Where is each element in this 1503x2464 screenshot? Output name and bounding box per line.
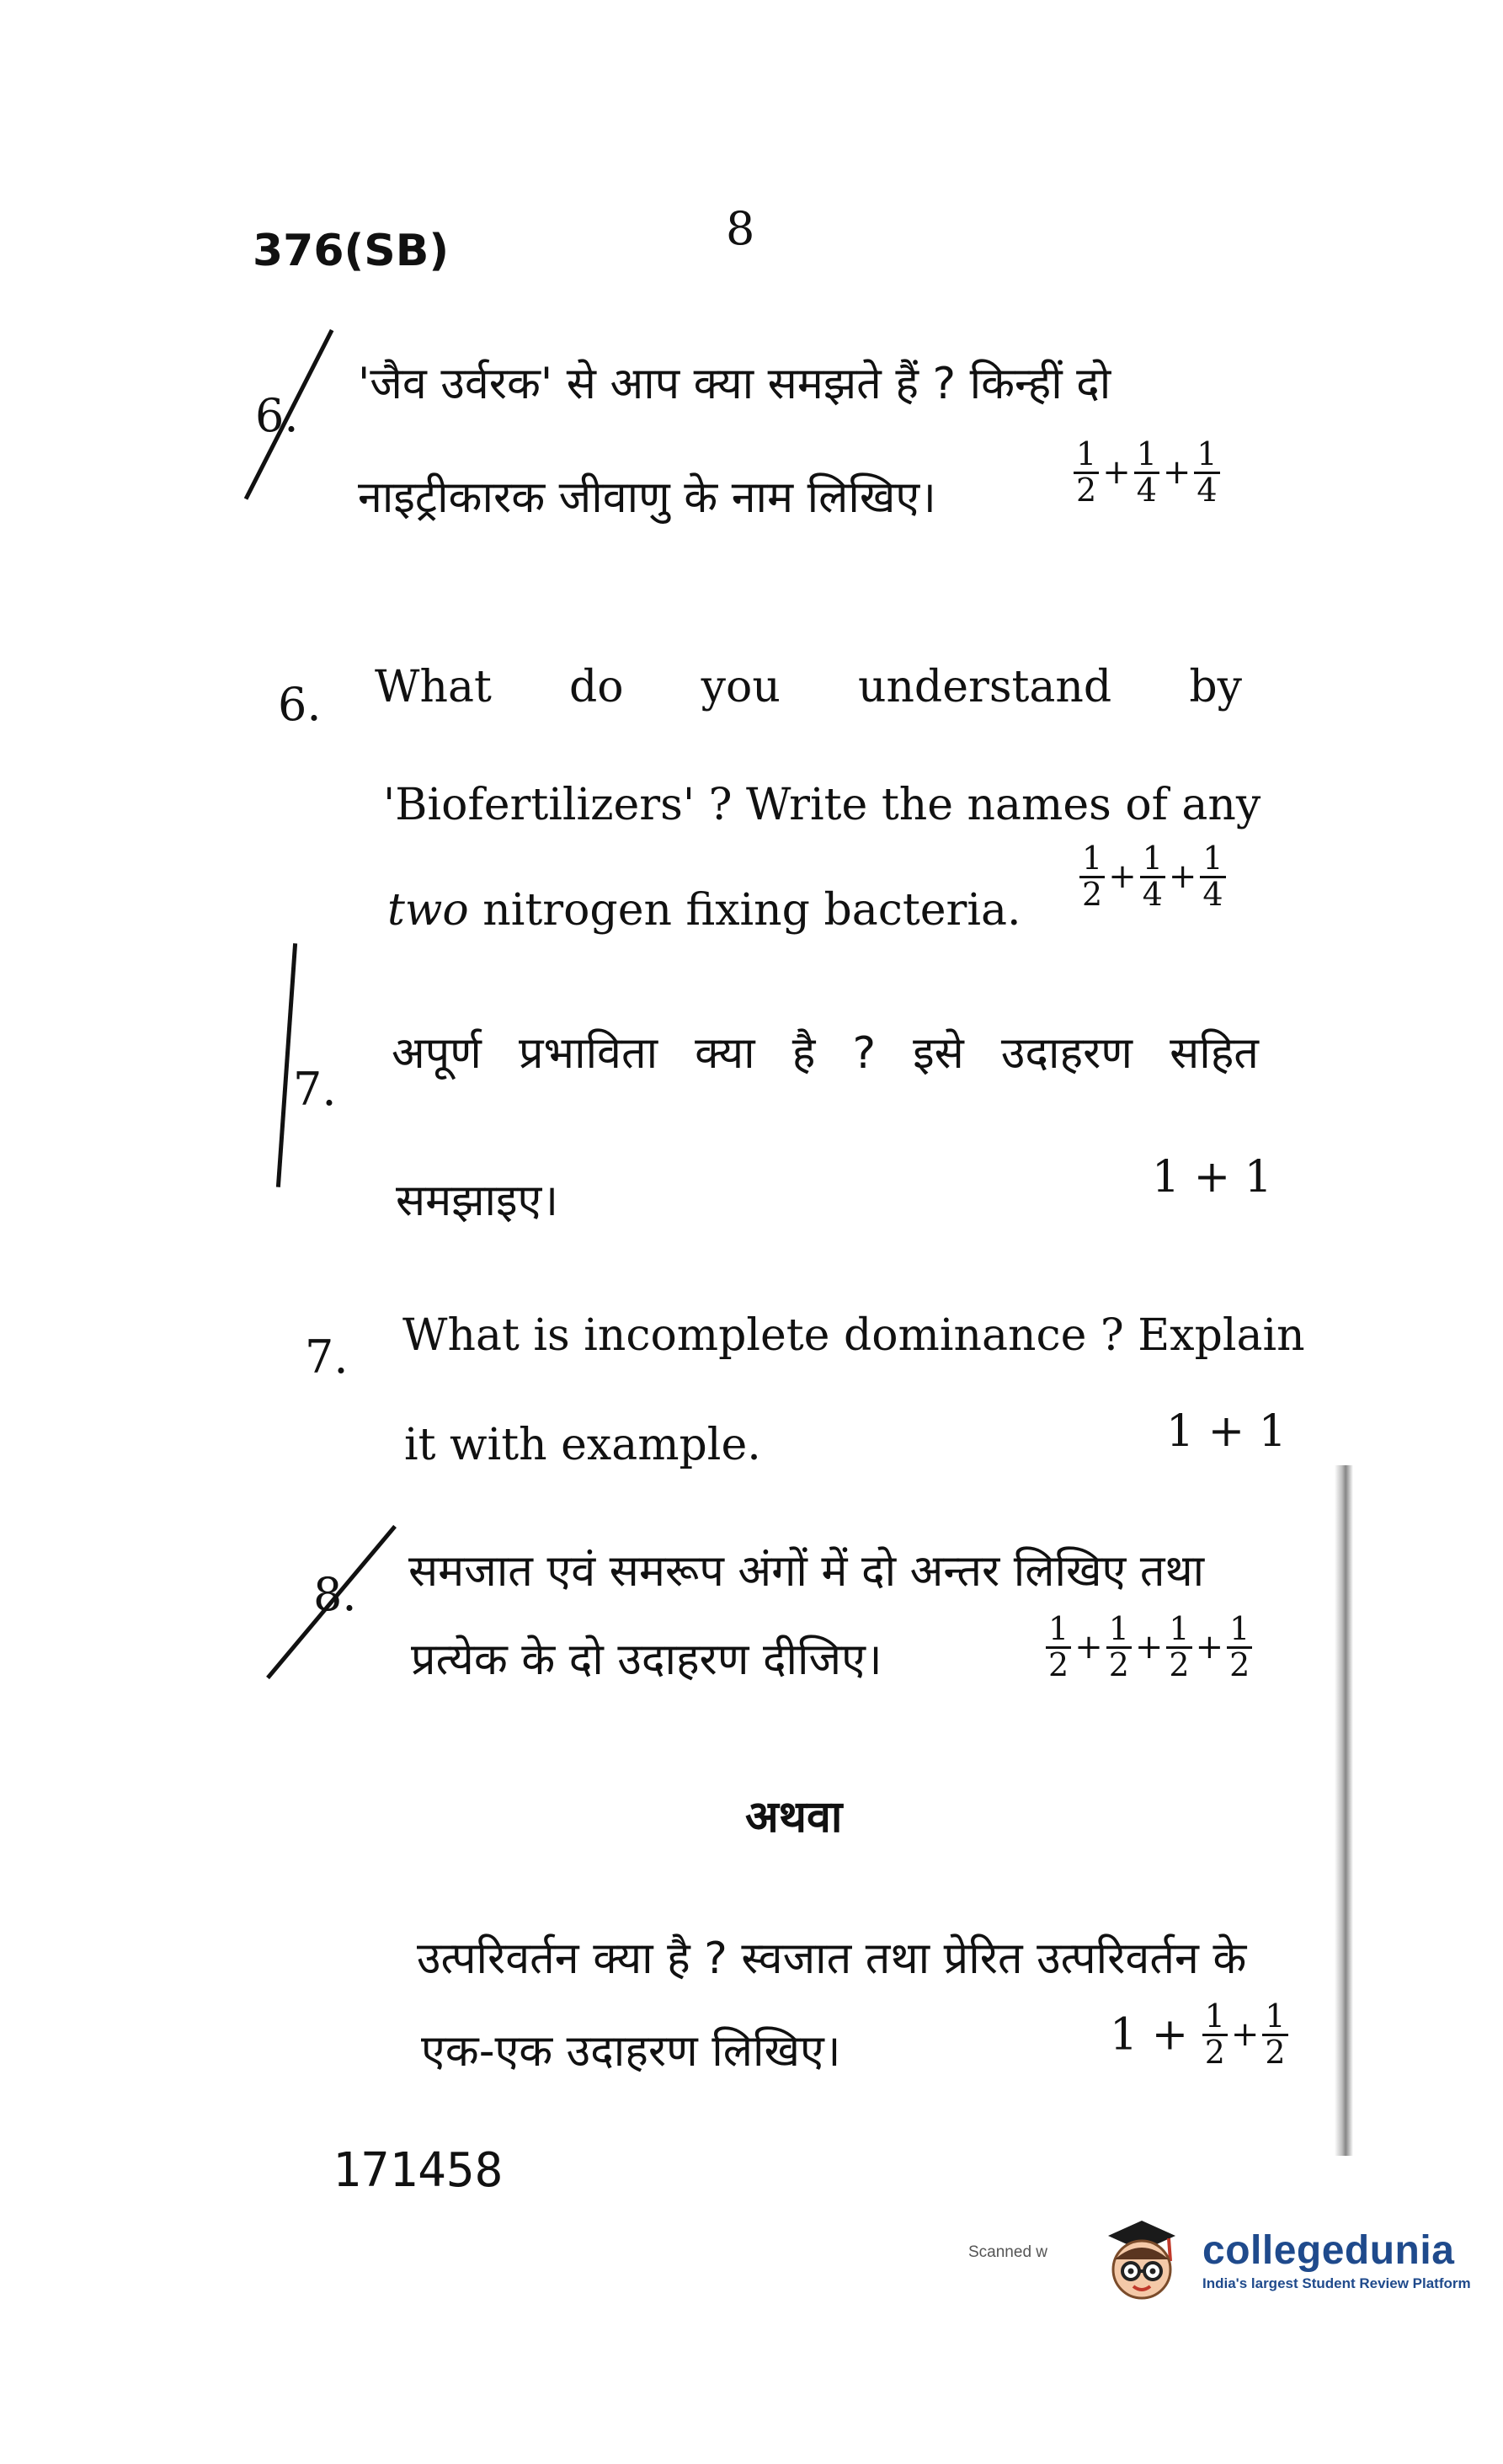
word: है xyxy=(791,1028,816,1079)
mascot-icon xyxy=(1093,2211,1191,2308)
scan-edge-shadow xyxy=(1335,1465,1353,2156)
question-text: एक-एक उदाहरण लिखिए। xyxy=(421,2026,841,2077)
question-number: 7. xyxy=(293,1063,337,1116)
question-text: 'Biofertilizers' ? Write the names of any xyxy=(383,780,1261,830)
fraction: $\frac{1}{4}$ xyxy=(1194,438,1219,508)
logo-wordmark: collegedunia xyxy=(1202,2227,1455,2273)
fraction: $\frac{1}{2}$ xyxy=(1079,842,1105,912)
word: क्या xyxy=(695,1028,755,1079)
word: What xyxy=(375,662,492,712)
marks: 1 + 1 xyxy=(1152,1152,1272,1203)
scanned-watermark: Scanned w xyxy=(968,2243,1048,2261)
fraction: $\frac{1}{2}$ xyxy=(1262,2000,1287,2070)
fraction: $\frac{1}{2}$ xyxy=(1046,1613,1071,1683)
logo-tagline: India's largest Student Review Platform xyxy=(1202,2275,1471,2291)
question-number: 6. xyxy=(278,678,322,731)
word: by xyxy=(1189,662,1242,712)
marks: 1 + 1 xyxy=(1166,1406,1287,1457)
word: उदाहरण xyxy=(1000,1028,1133,1079)
question-text: 'जैव उर्वरक' से आप क्या समझते हैं ? किन्हीं दो xyxy=(358,359,1111,409)
word: do xyxy=(568,662,624,712)
word: ? xyxy=(852,1028,877,1079)
question-number: 8. xyxy=(313,1568,357,1621)
question-text: What is incomplete dominance ? Explain xyxy=(402,1310,1305,1361)
question-text: नाइट्रीकारक जीवाणु के नाम लिखिए। xyxy=(358,472,936,523)
marks: $\frac{1}{2}$ + $\frac{1}{4}$ + $\frac{1}{4}$ xyxy=(1079,842,1226,912)
question-text: समजात एवं समरूप अंगों में दो अन्तर लिखिए तथा xyxy=(408,1546,1205,1597)
question-number: 7. xyxy=(305,1331,349,1384)
fraction: $\frac{1}{2}$ xyxy=(1106,1613,1132,1683)
word: प्रभाविता xyxy=(518,1028,658,1079)
fraction: $\frac{1}{4}$ xyxy=(1134,438,1159,508)
collegedunia-logo xyxy=(1093,2205,1480,2314)
text: nitrogen fixing bacteria. xyxy=(468,885,1021,936)
page-number: 8 xyxy=(726,202,755,255)
paper-code: 376(SB) xyxy=(253,226,450,276)
fraction: $\frac{1}{4}$ xyxy=(1140,842,1165,912)
question-text: it with example. xyxy=(404,1420,761,1470)
or-heading: अथवा xyxy=(745,1792,843,1843)
fraction: $\frac{1}{2}$ xyxy=(1166,1613,1191,1683)
marks-lead: 1 + xyxy=(1110,2009,1189,2061)
fraction: $\frac{1}{2}$ xyxy=(1074,438,1099,508)
marks: $\frac{1}{2}$ + $\frac{1}{4}$ + $\frac{1}{4}$ xyxy=(1074,438,1220,508)
question-number: 6. xyxy=(255,389,299,442)
marks: 1 + $\frac{1}{2}$ + $\frac{1}{2}$ xyxy=(1110,2000,1288,2070)
question-text xyxy=(387,885,1021,936)
question-text xyxy=(375,662,1242,712)
emphasis: two xyxy=(387,885,469,936)
fraction: $\frac{1}{2}$ xyxy=(1202,2000,1228,2070)
marks: $\frac{1}{2}$ + $\frac{1}{2}$ + $\frac{1}{2}$ + $\frac{1}{2}$ xyxy=(1046,1613,1252,1683)
fraction: $\frac{1}{2}$ xyxy=(1227,1613,1252,1683)
word: you xyxy=(701,662,781,712)
question-text: प्रत्येक के दो उदाहरण दीजिए। xyxy=(411,1635,882,1685)
word: understand xyxy=(857,662,1112,712)
question-text xyxy=(392,1028,1259,1079)
question-text: समझाइए। xyxy=(396,1176,559,1226)
fraction: $\frac{1}{4}$ xyxy=(1200,842,1225,912)
word: इसे xyxy=(913,1028,964,1079)
word: सहित xyxy=(1170,1028,1259,1079)
question-text: उत्परिवर्तन क्या है ? स्वजात तथा प्रेरित उत्परिवर्तन के xyxy=(417,1933,1247,1984)
word: अपूर्ण xyxy=(392,1028,482,1079)
footer-code: 171458 xyxy=(333,2143,504,2198)
